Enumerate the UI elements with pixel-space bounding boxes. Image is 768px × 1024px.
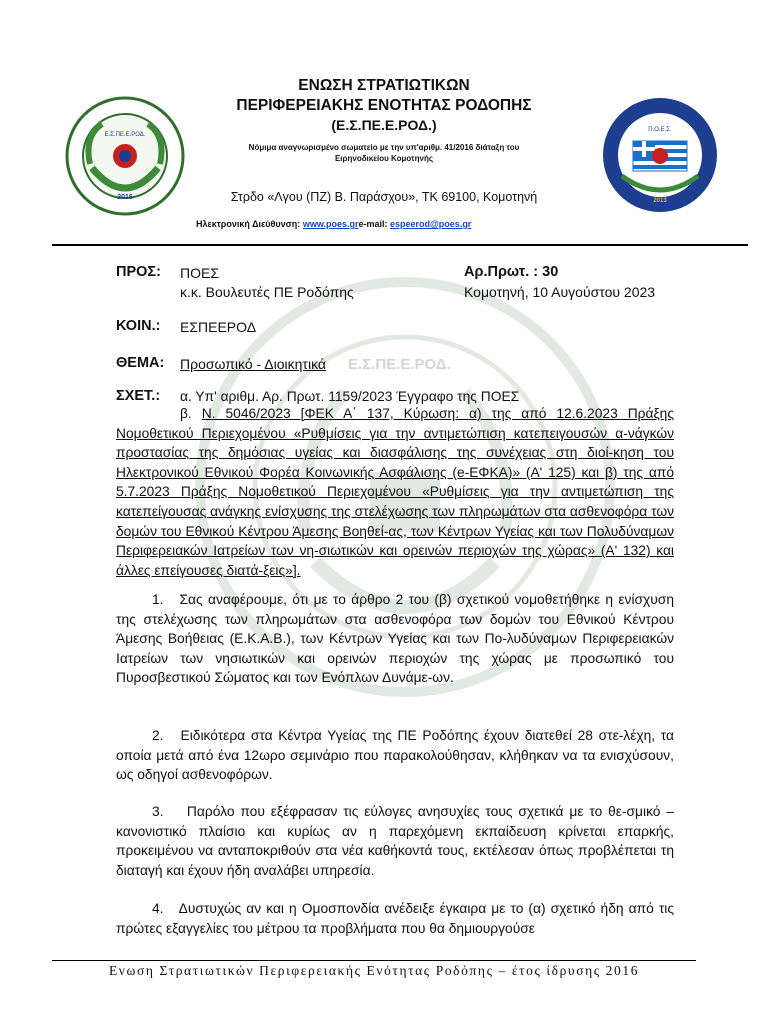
contact-line [196,219,471,229]
right-logo-year: 2013 [653,198,667,204]
paragraph-2 [116,726,674,785]
paragraph-1-text: Σας αναφέρουμε, ότι με το άρθρο 2 του (β) σχετικού νομοθετήθηκε η ενίσχυση της στελέχωσης των πληρωμάτων στα ασθενοφόρα των δομών του Εθνικού Κέντρου Άμεσης Βοήθειας (Ε.Κ.Α.Β.), των Κέντρων Υγείας και των Πο-λυδύναμων Περιφερειακών Ιατρείων των νησιωτικών και ορεινών περιοχών της χώρας με προσωπικό του Πυροσβεστικού Σώματος και των Ενόπλων Δυνάμε-ων. [116,592,674,686]
right-logo-inner-text: Π.Ο.Ε.Σ. [648,127,672,133]
web-label: Ηλεκτρονική Διεύθυνση: [196,219,303,229]
email-label: e-mail: [358,219,391,229]
subject-label: ΘΕΜΑ: [116,355,165,371]
paragraph-3 [116,802,674,880]
email-link[interactable]: espeerod@poes.gr [390,219,472,229]
relation-b-text: Ν. 5046/2023 [ΦΕΚ Α΄ 137, Κύρωση: α) της από 12.6.2023 Πράξης Νομοθετικού Περιεχομένου «Ρυθμίσεις για την αντιμετώπιση κατεπειγουσών α-νάγκών προστασίας της δημόσιας υγείας και διασφάλισης της συνέχειας στη διοί-κηση του Ηλεκτρονικού Εθνικού Φορέα Κοινωνικής Ασφάλισης (e-ΕΦΚΑ)» (Α' 125) και β) της από 5.7.2023 Πράξης Νομοθετικού Περιεχομένου «Ρυθμίσεις για την αντιμετώπιση της κατεπείγουσας ανάγκης ενίσχυσης της στελέχωσης των πληρωμάτων στα ασθενοφόρα των δομών του Εθνικού Κέντρου Άμεσης Βοηθεί-ας, των Κέντρων Υγείας και των Πολυδύναμων Περιφερειακών Ιατρείων των νη-σιωτικών και ορεινών περιοχών της χώρας» (Α' 132) και άλλες επείγουσες διατά-ξεις»]. [116,406,674,578]
left-logo-inner-text: Ε.Σ.ΠΕ.Ε.ΡΟΔ. [104,132,146,138]
paragraph-4-number: 4. [152,901,164,916]
postal-address: Στρδο «Λγου (ΠΖ) Β. Παράσχου», ΤΚ 69100, Κομοτηνή [230,190,538,204]
website-link[interactable]: www.poes.gr [302,219,359,229]
org-title-line2: ΠΕΡΙΦΕΡΕΙΑΚΗΣ ΕΝΟΤΗΤΑΣ ΡΟΔΟΠΗΣ [236,97,532,114]
paragraph-2-text: Ειδικότερα στα Κέντρα Υγείας της ΠΕ Ροδόπης έχουν διατεθεί 28 στε-λέχη, τα οποία μετά από ένα 12ωρο σεμινάριο που παρακολούθησαν, κλήθηκαν να τα ενισχύσουν, ως οδηγοί ασθενοφόρων. [116,728,675,783]
protocol-number: Αρ.Πρωτ. : 30 [464,264,559,280]
legal-recognition-line2: Ειρηνοδικείου Κομοτηνής [334,154,434,163]
org-title-line1: ΕΝΩΣΗ ΣΤΡΑΤΙΩΤΙΚΩΝ [298,77,470,94]
paragraph-4-text: Δυστυχώς αν και η Ομοσπονδία ανέδειξε έγκαιρα με το (α) σχετικό ήδη από τις πρώτες εξαγγελίες του μέτρου τα προβλήματα που θα δημιουργούσε [116,901,674,936]
header-divider [52,244,748,246]
relation-b [116,404,674,580]
paragraph-1-number: 1. [152,592,164,607]
subject-value: Προσωπικό - Διοικητικά [180,356,326,372]
relation-a: α. Υπ' αριθμ. Αρ. Πρωτ. 1159/2023 Έγγραφο της ΠΟΕΣ [180,389,520,404]
to-recipient-1: ΠΟΕΣ [180,265,219,281]
koin-label: ΚΟΙΝ.: [116,318,161,334]
paragraph-1 [116,590,674,688]
legal-recognition-line1: Νόμιμα αναγνωρισμένο σωματείο με την υπ'αριθμ. 41/2016 διάταξη του [248,143,520,152]
to-label: ΠΡΟΣ: [116,264,161,280]
org-abbreviation: (Ε.Σ.ΠΕ.Ε.ΡΟΔ.) [331,117,437,133]
footer-divider [52,960,696,961]
left-logo-year: 2016 [117,194,133,201]
koin-value: ΕΣΠΕΕΡΟΔ [180,319,257,335]
paragraph-3-number: 3. [152,804,164,819]
footer-text: Ενωση Στρατιωτικών Περιφερειακής Ενότητας Ροδόπης – έτος ίδρυσης 2016 [108,963,640,978]
paragraph-4 [116,899,674,938]
to-recipient-2: κ.κ. Βουλευτές ΠΕ Ροδόπης [180,284,354,300]
relations-label: ΣΧΕΤ.: [116,388,161,404]
paragraph-2-number: 2. [152,728,164,743]
paragraph-3-text: Παρόλο που εξέφρασαν τις εύλογες ανησυχίες τους σχετικά με το θε-σμικό – κανονιστικό πλαίσιο και κυρίως αν η παρεχόμενη εκπαίδευση κρίνεται επαρκής, προκειμένου να ανταποκριθούν στα νέα καθήκοντά τους, εκτέλεσαν όπως προβλέπεται τη διαταγή και έχουν ήδη αναλάβει υπηρεσία. [116,804,674,878]
watermark-text: Ε.Σ.ΠΕ.Ε.ΡΟΔ. [348,356,451,373]
relation-b-prefix: β. [180,406,202,421]
document-date: Κομοτηνή, 10 Αυγούστου 2023 [464,284,656,300]
